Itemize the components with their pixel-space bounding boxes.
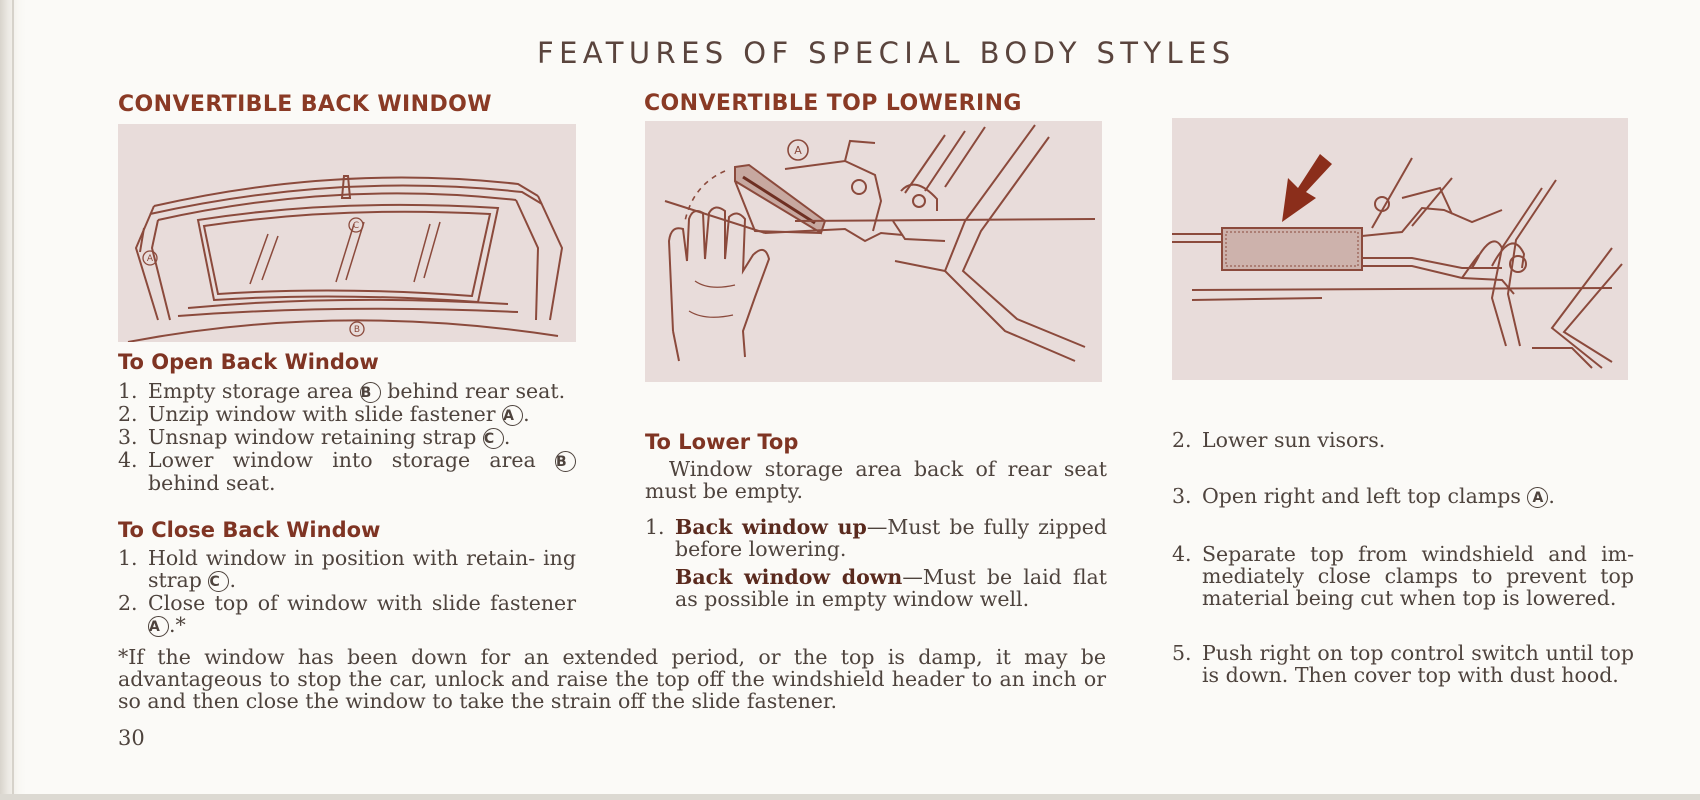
open-steps-list: [118, 380, 576, 494]
convertible-top-lowering-heading: CONVERTIBLE TOP LOWERING: [644, 91, 1022, 116]
close-steps-list: [118, 547, 576, 637]
ref-b-icon: B: [555, 451, 576, 472]
figure-label-a: A: [794, 144, 802, 157]
step-text-end: .: [229, 568, 236, 592]
step-number: 4.: [1172, 542, 1192, 566]
ref-a-icon: A: [148, 616, 169, 637]
step-text-end: behind rear seat.: [387, 379, 566, 403]
figure-label-b: B: [353, 325, 361, 335]
open-step-2: [118, 403, 576, 426]
top-lowering-illustration: [645, 121, 1102, 382]
lower-top-intro: Window storage area back of rear seat must be empty.: [645, 457, 1107, 503]
step-text: —Must be laid flat as possible in empty window well.: [675, 565, 1107, 611]
step-text: Push right on top control switch until top is down. Then cover top with dust hood.: [1202, 641, 1634, 687]
step-number: 1.: [118, 546, 138, 570]
step-text: Hold window in position with retain- ing strap: [148, 546, 576, 592]
open-step-1: [118, 380, 576, 403]
open-step-3: [118, 426, 576, 449]
step-2: [1172, 429, 1634, 451]
ref-c-icon: C: [483, 428, 504, 449]
right-step-4: [1172, 543, 1634, 609]
step-text: —Must be fully zipped before lowering.: [675, 515, 1107, 561]
step-text: Close top of window with slide fastener: [148, 591, 576, 615]
step-1-up: [645, 516, 1107, 560]
hand-clamp-drawing: [645, 121, 1102, 382]
clamp-drawing: [1172, 118, 1628, 380]
step-number: 1.: [118, 379, 138, 403]
clamp-pad: [1222, 228, 1362, 270]
step-number: 3.: [118, 425, 138, 449]
step-1-down: [645, 566, 1107, 610]
back-window-down-label: Back window down: [675, 565, 903, 589]
back-window-drawing: [118, 124, 576, 342]
step-number: 5.: [1172, 641, 1192, 665]
open-step-4: [118, 449, 576, 494]
step-number: 2.: [118, 402, 138, 426]
ref-a-icon: A: [502, 405, 523, 426]
open-back-window-heading: To Open Back Window: [118, 350, 379, 374]
right-step-2: [1172, 429, 1634, 451]
step-text: Unsnap window retaining strap: [148, 425, 477, 449]
figure-label-c: C: [352, 221, 360, 231]
step-5: [1172, 642, 1634, 686]
step-text-end: behind seat.: [148, 471, 276, 495]
arrow-icon: [1282, 154, 1332, 222]
step-number: 4.: [118, 448, 138, 472]
step-text: Separate top from windshield and im- mediately close clamps to prevent top material being cut when top is lowered.: [1202, 542, 1634, 610]
lower-step-1: [645, 516, 1107, 610]
back-window-illustration: [118, 124, 576, 342]
close-back-window-heading: To Close Back Window: [118, 518, 381, 542]
step-text: Unzip window with slide fastener: [148, 402, 496, 426]
right-step-5: [1172, 642, 1634, 686]
step-text: Lower window into storage area: [148, 448, 536, 472]
to-lower-top-heading: To Lower Top: [645, 430, 799, 454]
page-title: FEATURES OF SPECIAL BODY STYLES: [537, 36, 1236, 70]
binding-line: [12, 0, 14, 800]
close-step-2: [118, 592, 576, 637]
ref-a-icon: A: [1527, 487, 1548, 508]
footnote: *If the window has been down for an extended period, or the top is damp, it may be advantageous to stop the car, unlock and raise the top off the windshield header to an inch or so and then close the window to take the strain off the slide fastener.: [118, 645, 1106, 713]
figure-label-a: A: [146, 254, 154, 264]
step-text-end: .: [1548, 484, 1555, 508]
page-bottom-edge: [0, 794, 1700, 800]
step-number: 2.: [118, 591, 138, 615]
page-number: 30: [118, 726, 145, 750]
ref-c-icon: C: [208, 571, 229, 592]
back-window-up-label: Back window up: [675, 515, 867, 539]
right-step-3: [1172, 485, 1634, 508]
step-text-end: .*: [169, 613, 186, 637]
step-text-end: .: [523, 402, 530, 426]
step-text: Empty storage area: [148, 379, 354, 403]
step-4: [1172, 543, 1634, 609]
step-number: 3.: [1172, 484, 1192, 508]
top-clamp-illustration: [1172, 118, 1628, 380]
step-text: Lower sun visors.: [1202, 428, 1386, 452]
step-number: 1.: [645, 515, 665, 539]
close-step-1: [118, 547, 576, 592]
step-number: 2.: [1172, 428, 1192, 452]
ref-b-icon: B: [360, 382, 381, 403]
convertible-back-window-heading: CONVERTIBLE BACK WINDOW: [118, 92, 492, 117]
step-3: [1172, 485, 1634, 508]
step-text: Open right and left top clamps: [1202, 484, 1521, 508]
step-text-end: .: [503, 425, 511, 449]
